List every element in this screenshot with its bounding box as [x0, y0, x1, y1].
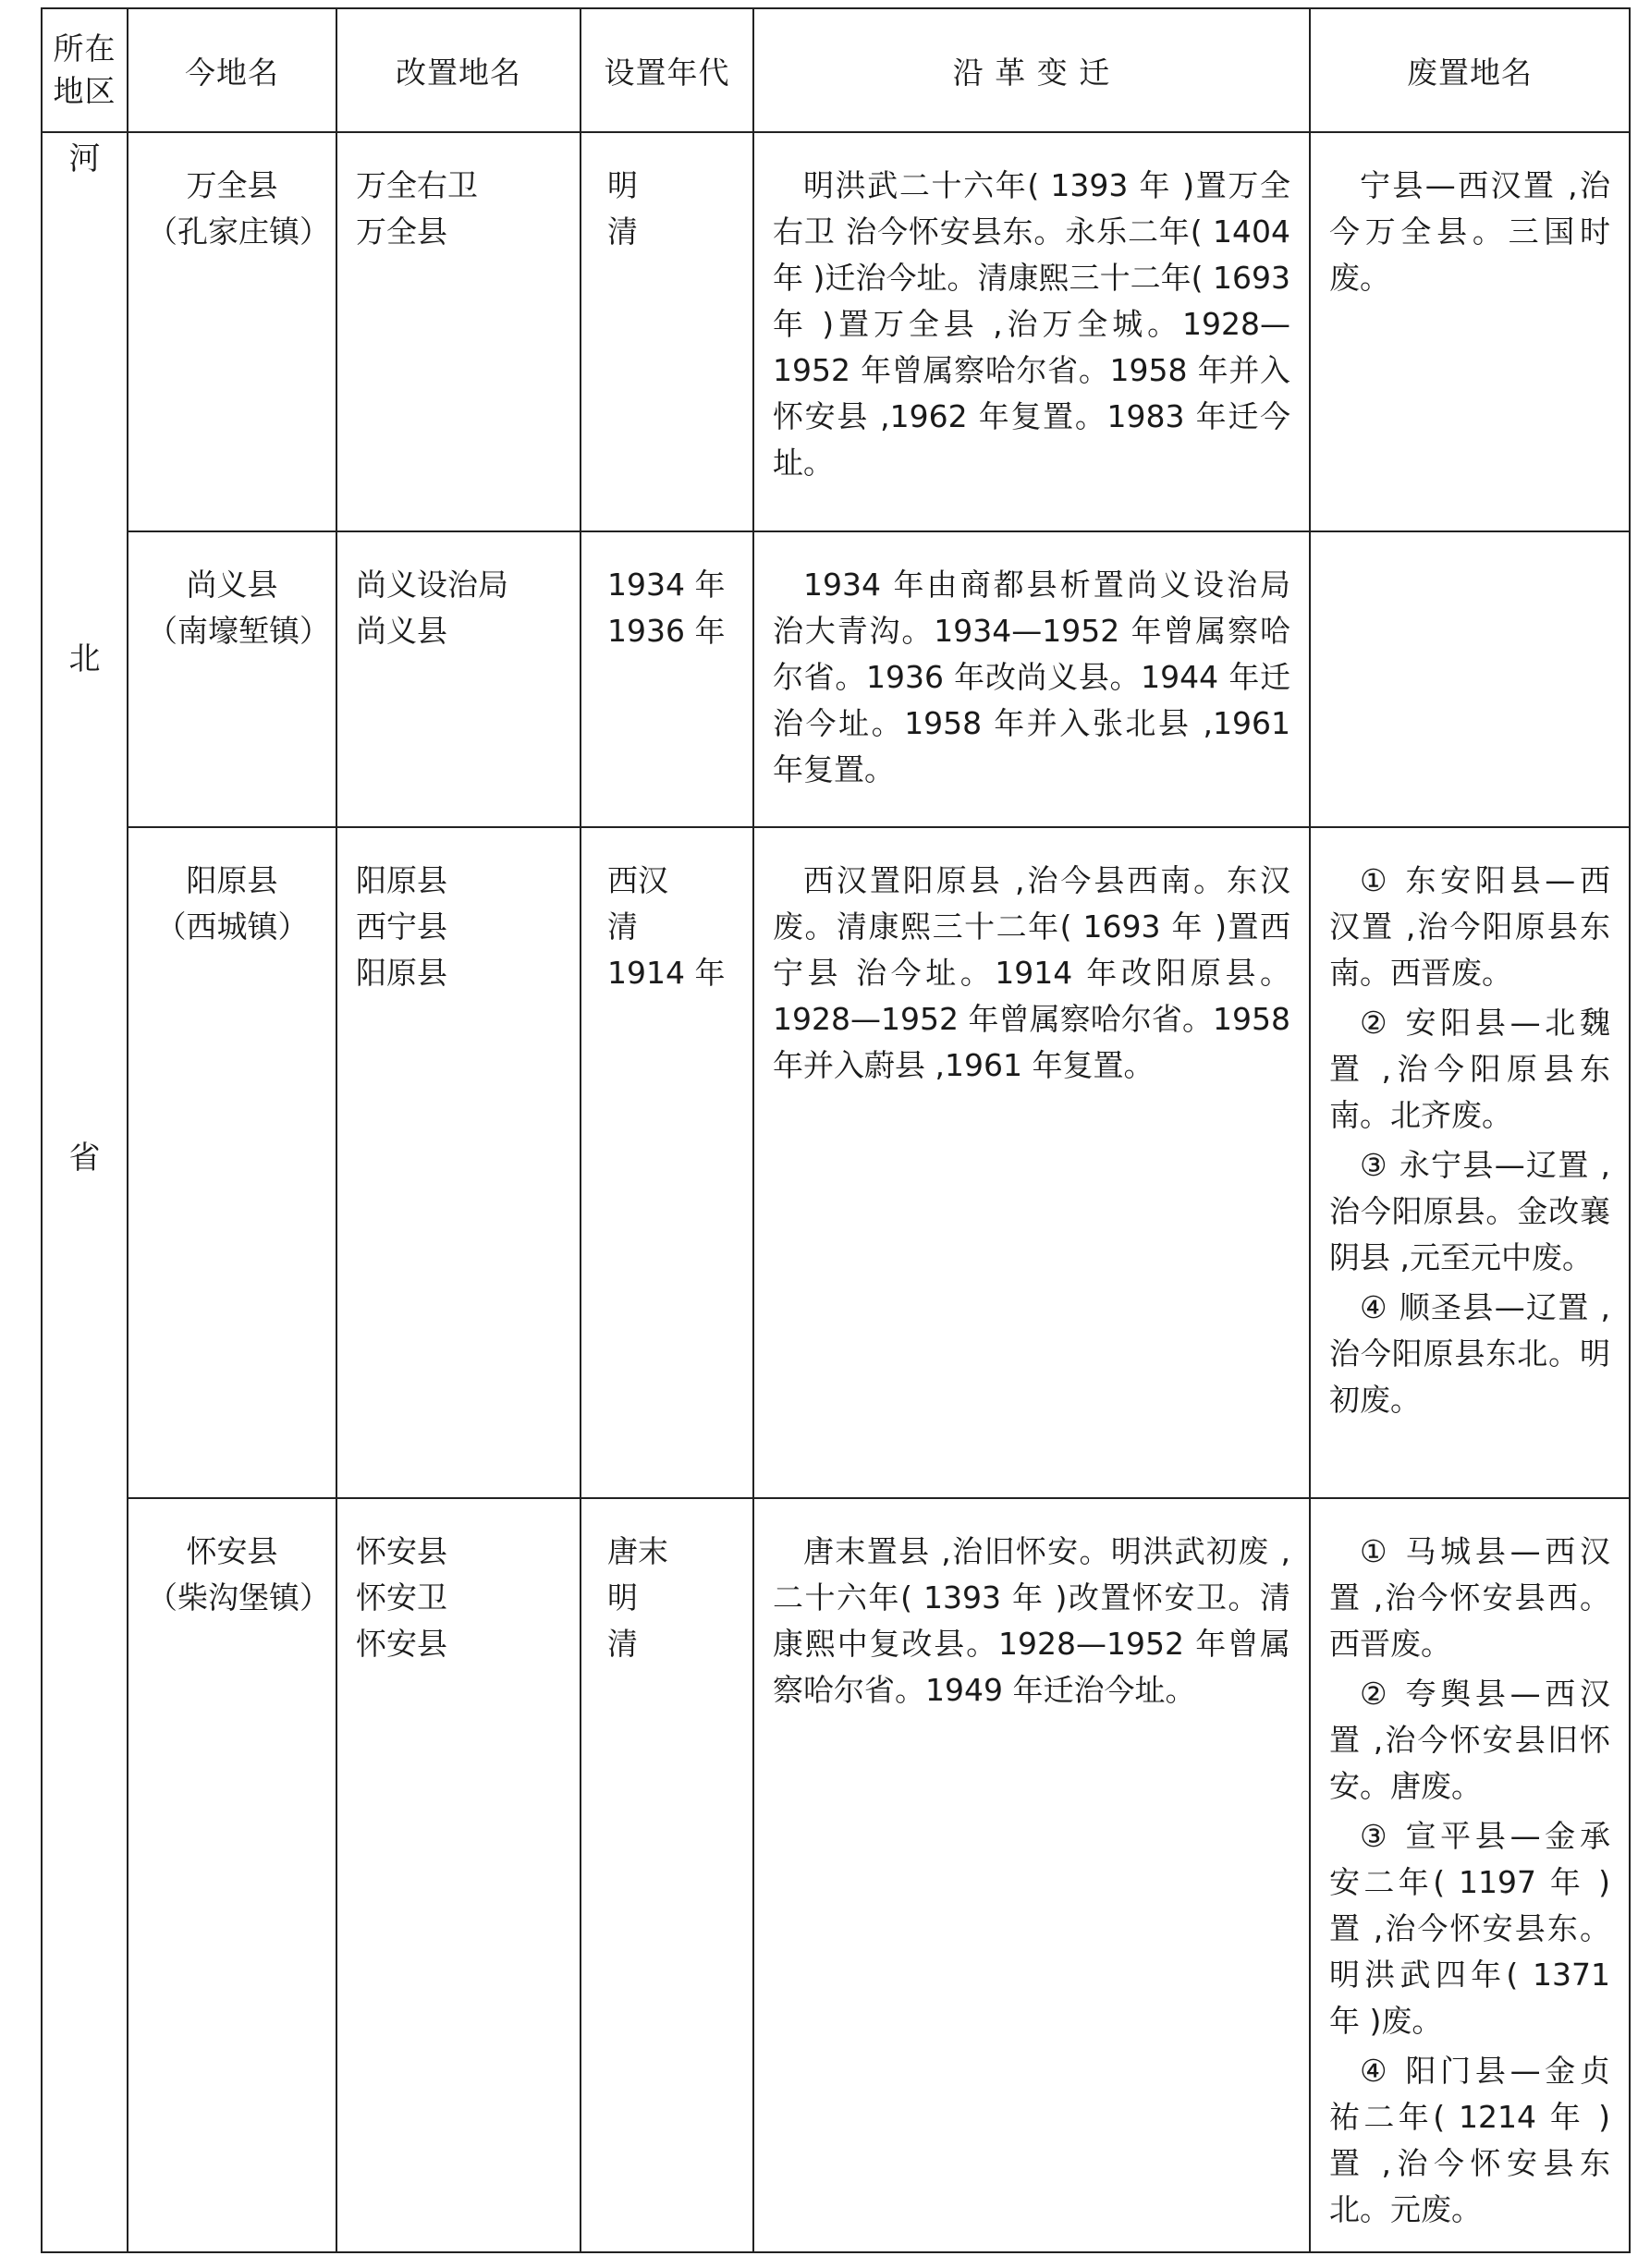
period: 清	[607, 1626, 638, 1662]
period-cell	[581, 531, 753, 827]
period-cell	[581, 827, 753, 1498]
header-row	[42, 8, 1630, 132]
former-name: 尚义县	[356, 613, 447, 649]
abolished-entry: ① 东安阳县—西汉置 ,治今阳原县东南。西晋废。	[1329, 862, 1610, 991]
period: 唐末	[607, 1533, 668, 1569]
history-cell	[753, 132, 1310, 531]
period: 清	[607, 908, 638, 945]
abolished-entry: ② 安阳县—北魏置 ,治今阳原县东南。北齐废。	[1329, 1005, 1610, 1133]
period: 1914 年	[607, 955, 726, 991]
header-period: 设置年代	[581, 8, 753, 132]
former-name: 怀安县	[356, 1533, 447, 1569]
former-name: 阳原县	[356, 955, 447, 991]
county-name: 阳原县	[186, 862, 278, 898]
abolished-entry: ③ 宣平县—金承安二年( 1197 年 )置 ,治今怀安县东。明洪武四年( 1371 年 )废。	[1329, 1818, 1610, 2039]
history-text: 唐末置县 ,治旧怀安。明洪武初废 ,二十六年( 1393 年 )改置怀安卫。清康熙中复改县。1928—1952 年曾属察哈尔省。1949 年迁治今址。	[773, 1533, 1290, 1708]
former-name: 西宁县	[356, 908, 447, 945]
county-name: 尚义县	[186, 567, 278, 603]
header-abolished: 废置地名	[1310, 8, 1630, 132]
header-history: 沿 革 变 迁	[753, 8, 1310, 132]
table-row	[42, 827, 1630, 1498]
current-name-cell	[128, 827, 336, 1498]
header-region	[42, 8, 128, 132]
region-char: 河	[68, 140, 101, 177]
table-row	[42, 531, 1630, 827]
current-name-cell	[128, 531, 336, 827]
former-name-cell	[336, 531, 581, 827]
table-row	[42, 1498, 1630, 2252]
county-name: 万全县	[186, 167, 278, 203]
abolished-entry: ② 夸舆县—西汉置 ,治今怀安县旧怀安。唐废。	[1329, 1676, 1610, 1804]
abolished-cell	[1310, 132, 1630, 531]
gazetteer-table	[41, 7, 1631, 2253]
current-name-cell	[128, 1498, 336, 2252]
region-char: 省	[68, 1140, 101, 1177]
former-name: 怀安卫	[356, 1579, 447, 1616]
county-seat: （南壕堑镇）	[147, 613, 330, 649]
history-cell	[753, 1498, 1310, 2252]
header-region-line1: 所在	[53, 30, 116, 67]
period: 1934 年	[607, 567, 726, 603]
former-name: 阳原县	[356, 862, 447, 898]
period: 明	[607, 1579, 638, 1616]
county-seat: （孔家庄镇）	[147, 213, 330, 250]
period-cell	[581, 1498, 753, 2252]
history-cell	[753, 827, 1310, 1498]
abolished-entry: ① 马城县—西汉置 ,治今怀安县西。西晋废。	[1329, 1533, 1610, 1662]
abolished-entry: ③ 永宁县—辽置 ,治今阳原县。金改襄阴县 ,元至元中废。	[1329, 1147, 1610, 1275]
header-former-name: 改置地名	[336, 8, 581, 132]
history-text: 明洪武二十六年( 1393 年 )置万全右卫 治今怀安县东。永乐二年( 1404 年 )迁治今址。清康熙三十二年( 1693 年 )置万全县 ,治万全城。1928—1952 年曾属察哈尔省。1958 年并入怀安县 ,1962 年复置。1983 年迁今址。	[773, 167, 1290, 481]
former-name-cell	[336, 132, 581, 531]
former-name-cell	[336, 827, 581, 1498]
header-region-line2: 地区	[53, 73, 116, 109]
county-seat: （柴沟堡镇）	[147, 1579, 330, 1616]
abolished-cell	[1310, 1498, 1630, 2252]
former-name: 万全右卫	[356, 167, 478, 203]
former-name: 怀安县	[356, 1626, 447, 1662]
region-cell	[42, 132, 128, 2252]
period: 1936 年	[607, 613, 726, 649]
history-text: 西汉置阳原县 ,治今县西南。东汉废。清康熙三十二年( 1693 年 )置西宁县 治今址。1914 年改阳原县。1928—1952 年曾属察哈尔省。1958 年并入蔚县 ,1961 年复置。	[773, 862, 1290, 1083]
former-name: 万全县	[356, 213, 447, 250]
history-cell	[753, 531, 1310, 827]
former-name: 尚义设治局	[356, 567, 508, 603]
county-name: 怀安县	[186, 1533, 278, 1569]
abolished-entry: ④ 顺圣县—辽置 ,治今阳原县东北。明初废。	[1329, 1289, 1610, 1418]
abolished-cell	[1310, 827, 1630, 1498]
table-row	[42, 132, 1630, 531]
history-text: 1934 年由商都县析置尚义设治局 治大青沟。1934—1952 年曾属察哈尔省。1936 年改尚义县。1944 年迁治今址。1958 年并入张北县 ,1961 年复置。	[773, 567, 1290, 787]
abolished-entry: ④ 阳门县—金贞祐二年( 1214 年 )置 ,治今怀安县东北。元废。	[1329, 2053, 1610, 2227]
region-char: 北	[68, 640, 101, 677]
county-seat: （西城镇）	[155, 908, 309, 945]
header-current-name: 今地名	[128, 8, 336, 132]
former-name-cell	[336, 1498, 581, 2252]
abolished-entry: 宁县—西汉置 ,治今万全县。三国时废。	[1329, 167, 1610, 296]
period-cell	[581, 132, 753, 531]
current-name-cell	[128, 132, 336, 531]
period: 明	[607, 167, 638, 203]
period: 西汉	[607, 862, 668, 898]
abolished-cell	[1310, 531, 1630, 827]
period: 清	[607, 213, 638, 250]
